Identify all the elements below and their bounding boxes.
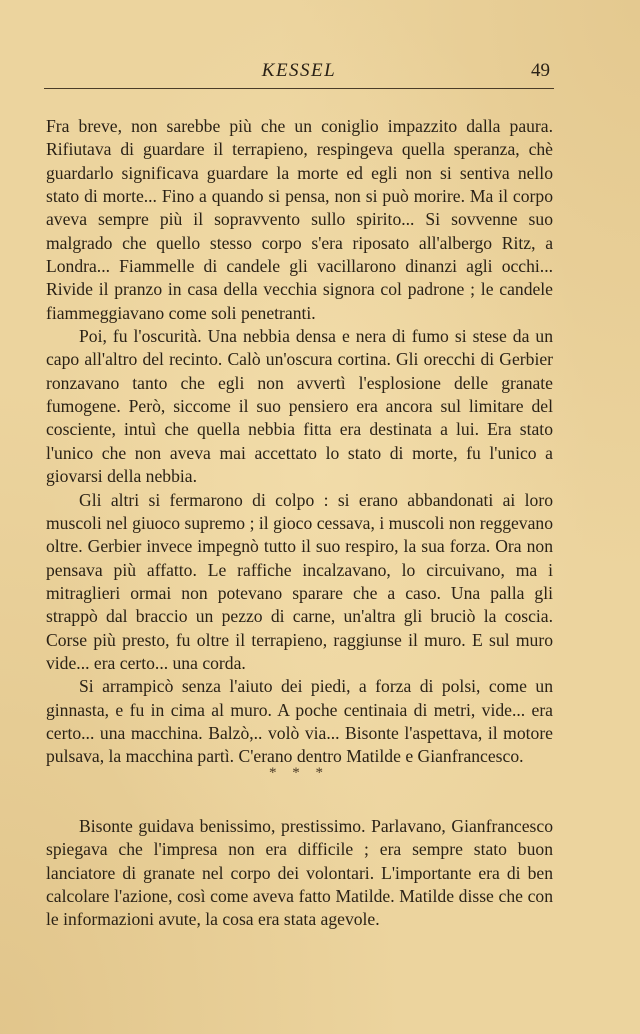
section-1-text: [46, 115, 553, 769]
section-break-asterisks: * * *: [269, 765, 329, 781]
section-2-text: [46, 815, 553, 932]
paragraph: Bisonte guidava benissimo, prestissimo. Parlavano, Gianfrancesco spiegava che l'impresa non era difficile ; era sempre stato buon lanciatore di granate nel corpo dei volontari. L'importante era di ben calcolare l'azione, così come aveva fatto Matilde. Matilde disse che con le informazioni avute, la cosa era stata agevole.: [46, 816, 553, 930]
paragraph: Si arrampicò senza l'aiuto dei piedi, a forza di polsi, come un ginnasta, e fu in cima al muro. A poche centinaia di metri, vide... era certo... una macchina. Balzò,.. volò via... Bisonte l'aspettava, il motore pulsava, la macchina partì. C'erano dentro Matilde e Gianfrancesco.: [46, 676, 553, 767]
paragraph: Poi, fu l'oscurità. Una nebbia densa e nera di fumo si stese da un capo all'altro del recinto. Calò un'oscura cortina. Gli orecchi di Gerbier ronzavano tanto che egli non avvertì l'esplosione delle granate fumogene. Però, siccome il suo pensiero era ancora sul limitare del cosciente, intuì che quella nebbia fitta era destinata a lui. Era stato l'unico che non aveva mai accettato lo stato di morte, fu l'unico a giovarsi della nebbia.: [46, 326, 553, 487]
running-head: [44, 58, 554, 89]
paragraph: Gli altri si fermarono di colpo : si erano abbandonati ai loro muscoli nel giuoco supremo ; il gioco cessava, i muscoli non reggevano oltre. Gerbier invece impegnò tutto il suo respiro, la sua forza. Ora non pensava più affatto. Le raffiche incalzavano, lo circuivano, ma i mitraglieri ormai non potevano sparare che a caso. Una palla gli strappò dal braccio un pezzo di carne, un'altra gli bruciò la coscia. Corse più presto, fu oltre il terrapieno, raggiunse il muro. E sul muro vide... era certo... una corda.: [46, 489, 553, 673]
page-number: 49: [531, 60, 550, 81]
running-title: KESSEL: [261, 60, 337, 81]
paragraph: Fra breve, non sarebbe più che un coniglio impazzito dalla paura. Rifiutava di guardare il terrapieno, respingeva quella speranza, chè guardarlo significava guardare la morte ed egli non si sentiva nello stato di morte... Fino a quando si pensa, non si può morire. Ma il corpo aveva sempre più il sopravvento sullo spirito... Si sovvenne suo malgrado che quello stesso corpo s'era riposato all'albergo Ritz, a Londra... Fiammelle di candele gli vacillarono dinanzi agli occhi... Rivide il pranzo in casa della vecchia signora col padrone ; le candele fiammeggiavano come soli penetranti.: [46, 116, 553, 323]
